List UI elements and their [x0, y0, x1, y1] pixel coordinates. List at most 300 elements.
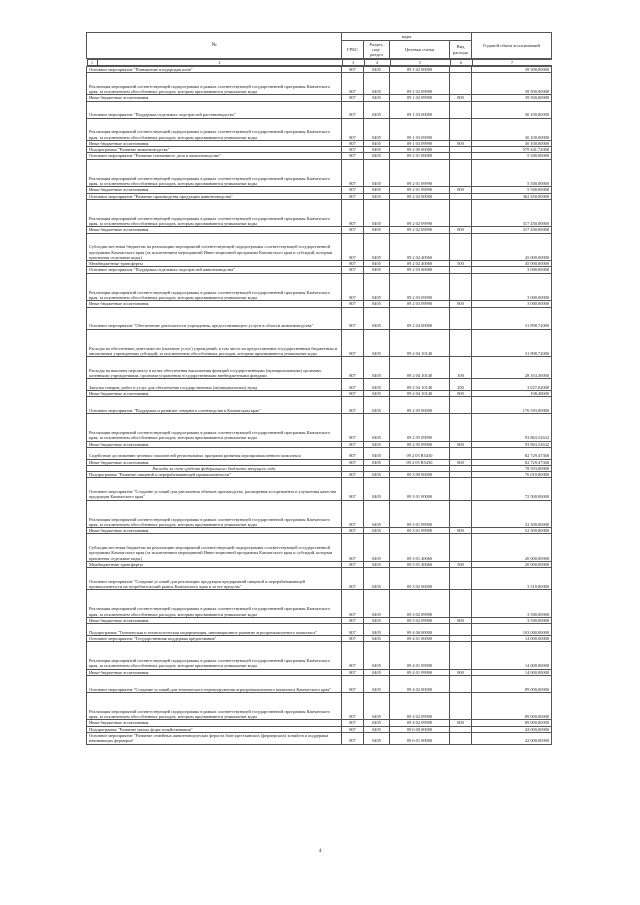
row-target-article: 09 2 05 R5430 — [390, 459, 450, 465]
row-grbs: 807 — [342, 267, 364, 273]
row-razdel: 0405 — [364, 118, 390, 140]
row-razdel: 0405 — [364, 500, 390, 528]
row-razdel: 0405 — [364, 227, 390, 233]
row-amount: 5 500,00000 — [472, 153, 552, 159]
row-expense-type — [450, 397, 472, 414]
row-target-article: 09 2 05 00000 — [390, 397, 450, 414]
row-expense-type: 800 — [450, 528, 472, 534]
row-target-article: 09 3 01 40060 — [390, 534, 450, 562]
header-vr: Вид расхода — [450, 41, 472, 59]
row-razdel: 0405 — [364, 187, 390, 193]
row-name: Реализация мероприятий соответствующей подпрограммы в рамках соответствующей государственной программы Камчатского края, за исключением обособленных расходов, которым присваиваются уникальные коды — [87, 73, 342, 95]
row-target-article: 09 3 01 40060 — [390, 561, 450, 567]
row-target-article: 09 4 01 09990 — [390, 669, 450, 675]
row-grbs: 807 — [342, 73, 364, 95]
table-row — [87, 101, 552, 118]
row-razdel: 0405 — [364, 147, 390, 153]
row-target-article: 09 1 03 00000 — [390, 101, 450, 118]
row-amount: 28 163,30000 — [472, 357, 552, 379]
row-name: Основное мероприятие "Создание условий для технического перевооружения агропромышленного комплекса Камчатского края" — [87, 675, 342, 692]
row-name: Основное мероприятие "Создание условий для реализации продукции предприятий пищевой и перерабатывающей промышленности на потребительский рынок Камчатского края и за его пределы" — [87, 568, 342, 590]
row-razdel: 0405 — [364, 675, 390, 692]
row-razdel: 0405 — [364, 459, 390, 465]
header-razdel: Раздел, под-раздел — [364, 41, 390, 59]
row-grbs: 807 — [342, 199, 364, 227]
row-amount: 14 000,00000 — [472, 669, 552, 675]
budget-table — [86, 32, 552, 745]
row-name: Иные бюджетные ассигнования — [87, 95, 342, 101]
table-row — [87, 357, 552, 379]
table-body — [87, 67, 552, 745]
row-name: Иные бюджетные ассигнования — [87, 227, 342, 233]
row-razdel: 0405 — [364, 720, 390, 726]
row-grbs: 807 — [342, 528, 364, 534]
row-amount: 52 500,00000 — [472, 500, 552, 528]
table-row — [87, 118, 552, 140]
row-name: Иные бюджетные ассигнования — [87, 140, 342, 146]
row-expense-type — [450, 692, 472, 720]
row-grbs: 807 — [342, 472, 364, 478]
row-target-article: 09 3 02 00000 — [390, 568, 450, 590]
row-grbs: 807 — [342, 307, 364, 329]
table-row — [87, 590, 552, 618]
row-grbs: 807 — [342, 478, 364, 500]
row-target-article: 09 1 03 09990 — [390, 118, 450, 140]
row-name: Основное мероприятие "Государственная поддержка кредитования" — [87, 635, 342, 641]
row-amount: 317 450,00000 — [472, 199, 552, 227]
row-target-article: 09 4 01 00000 — [390, 635, 450, 641]
table-row — [87, 732, 552, 744]
row-name: Подпрограмма "Развитие животноводства" — [87, 147, 342, 153]
row-amount: 42 000,00000 — [472, 732, 552, 744]
row-target-article: 09 3 01 09990 — [390, 528, 450, 534]
table-row — [87, 273, 552, 301]
table-row — [87, 307, 552, 329]
row-name: Иные бюджетные ассигнования — [87, 459, 342, 465]
table-row — [87, 692, 552, 720]
row-amount: 317 450,00000 — [472, 227, 552, 233]
row-target-article: 09 2 02 40060 — [390, 261, 450, 267]
row-target-article: 09 2 02 00000 — [390, 193, 450, 199]
row-target-article: 09 1 02 09990 — [390, 73, 450, 95]
row-grbs: 807 — [342, 726, 364, 732]
row-grbs: 807 — [342, 329, 364, 357]
row-grbs: 807 — [342, 153, 364, 159]
row-razdel: 0405 — [364, 568, 390, 590]
row-grbs: 807 — [342, 101, 364, 118]
row-razdel: 0405 — [364, 561, 390, 567]
row-grbs: 807 — [342, 159, 364, 187]
row-target-article: 09 3 01 00000 — [390, 478, 450, 500]
row-grbs: 807 — [342, 187, 364, 193]
row-target-article: 09 2 04 10140 — [390, 357, 450, 379]
row-amount: 89 000,00000 — [472, 692, 552, 720]
row-razdel: 0405 — [364, 726, 390, 732]
row-target-article: 09 2 03 09990 — [390, 273, 450, 301]
row-name: Подпрограмма "Развитие малых форм хозяйствования" — [87, 726, 342, 732]
row-target-article: 09 2 03 09990 — [390, 301, 450, 307]
row-amount: 362 450,00000 — [472, 193, 552, 199]
row-name: Расходы на обеспечение деятельности (оказание услуг) учреждений, в том числе на предоставление государственным бюджетным и автономным учреждениям субсидий, за исключением обособленных расходов, которым присваиваются уникальные коды — [87, 329, 342, 357]
row-amount: 45 000,00000 — [472, 233, 552, 261]
row-amount: 52 500,00000 — [472, 528, 552, 534]
column-number: 3 — [342, 60, 364, 66]
row-target-article: 09 4 02 09990 — [390, 720, 450, 726]
table-row — [87, 329, 552, 357]
row-expense-type — [450, 101, 472, 118]
row-expense-type — [450, 159, 472, 187]
row-name: Иные бюджетные ассигнования — [87, 528, 342, 534]
row-grbs: 807 — [342, 635, 364, 641]
row-target-article: 09 3 02 09990 — [390, 590, 450, 618]
row-expense-type — [450, 447, 472, 459]
table-row — [87, 159, 552, 187]
table-row — [87, 397, 552, 414]
row-razdel: 0405 — [364, 669, 390, 675]
row-razdel: 0405 — [364, 635, 390, 641]
column-number: 6 — [450, 60, 472, 66]
row-grbs: 807 — [342, 140, 364, 146]
row-name: Реализация мероприятий соответствующей подпрограммы в рамках соответствующей государственной программы Камчатского края, за исключением обособленных расходов, которым присваиваются уникальные коды — [87, 199, 342, 227]
row-amount: 5 500,00000 — [472, 159, 552, 187]
row-expense-type — [450, 568, 472, 590]
header-grbs: ГРБС — [342, 41, 364, 59]
row-grbs: 807 — [342, 379, 364, 391]
row-razdel: 0405 — [364, 692, 390, 720]
row-name: Реализация мероприятий соответствующей подпрограммы в рамках соответствующей государственной программы Камчатского края, за исключением обособленных расходов, которым присваиваются уникальные коды — [87, 159, 342, 187]
row-name: Основное мероприятие "Поддержка отдельных подотраслей животноводства" — [87, 267, 342, 273]
row-name: Иные бюджетные ассигнования — [87, 720, 342, 726]
row-razdel: 0405 — [364, 233, 390, 261]
row-expense-type — [450, 73, 472, 95]
table-row — [87, 199, 552, 227]
row-amount: 93 863,52632 — [472, 441, 552, 447]
row-expense-type — [450, 590, 472, 618]
row-grbs: 807 — [342, 147, 364, 153]
row-target-article: 09 1 03 09990 — [390, 140, 450, 146]
row-razdel: 0405 — [364, 273, 390, 301]
row-razdel: 0405 — [364, 528, 390, 534]
row-razdel: 0405 — [364, 590, 390, 618]
row-target-article: 09 2 01 00000 — [390, 153, 450, 159]
row-target-article: 09 4 02 00000 — [390, 675, 450, 692]
row-amount: 76 010,00000 — [472, 472, 552, 478]
row-grbs: 807 — [342, 95, 364, 101]
row-razdel: 0405 — [364, 414, 390, 442]
row-amount: 30 100,00000 — [472, 101, 552, 118]
row-name: Основное мероприятие "Развитие производства продукции животноводства" — [87, 193, 342, 199]
row-name: Реализация мероприятий соответствующей подпрограммы в рамках соответствующей государственной программы Камчатского края, за исключением обособленных расходов, которым присваиваются уникальные коды — [87, 273, 342, 301]
row-amount: 3 627,02000 — [472, 379, 552, 391]
row-expense-type: 800 — [450, 669, 472, 675]
row-grbs: 807 — [342, 118, 364, 140]
row-razdel: 0405 — [364, 199, 390, 227]
row-grbs: 807 — [342, 447, 364, 459]
row-expense-type: 800 — [450, 227, 472, 233]
row-amount: 93 863,52632 — [472, 414, 552, 442]
row-amount: 20 000,00000 — [472, 534, 552, 562]
row-grbs: 807 — [342, 227, 364, 233]
row-expense-type: 800 — [450, 301, 472, 307]
row-target-article: 09 1 02 09990 — [390, 95, 450, 101]
row-amount: 82 729,47368 — [472, 459, 552, 465]
row-expense-type — [450, 307, 472, 329]
row-target-article: 09 2 02 09990 — [390, 227, 450, 233]
row-name: Реализация мероприятий соответствующей подпрограммы в рамках соответствующей государственной программы Камчатского края, за исключением обособленных расходов, которым присваиваются уникальные коды — [87, 118, 342, 140]
row-grbs: 807 — [342, 193, 364, 199]
row-name: Содействие достижению целевых показателей региональных программ развития агропромышленного комплекса — [87, 447, 342, 459]
row-name: Реализация мероприятий соответствующей подпрограммы в рамках соответствующей государственной программы Камчатского края, за исключением обособленных расходов, которым присваиваются уникальные коды — [87, 642, 342, 670]
row-expense-type: 200 — [450, 379, 472, 391]
row-grbs: 807 — [342, 441, 364, 447]
row-amount: 3 510,00000 — [472, 568, 552, 590]
row-grbs: 807 — [342, 261, 364, 267]
column-numbers-row — [87, 59, 552, 67]
row-expense-type — [450, 500, 472, 528]
column-number: 1 — [87, 60, 97, 66]
header-amount: Годовой объем ассигнований — [472, 33, 552, 59]
row-grbs: 807 — [342, 301, 364, 307]
row-grbs: 807 — [342, 534, 364, 562]
row-name: Расходы за счет средств федерального бюджета текущего года — [87, 465, 342, 471]
row-razdel: 0405 — [364, 441, 390, 447]
row-amount: 3 500,00000 — [472, 617, 552, 623]
row-amount: 30 100,00000 — [472, 140, 552, 146]
row-expense-type — [450, 329, 472, 357]
row-target-article: 09 2 04 00000 — [390, 307, 450, 329]
row-target-article: 09 2 04 10140 — [390, 329, 450, 357]
row-target-article: 09 6 01 00000 — [390, 732, 450, 744]
row-grbs: 807 — [342, 391, 364, 397]
row-grbs: 807 — [342, 568, 364, 590]
row-expense-type — [450, 273, 472, 301]
table-row — [87, 500, 552, 528]
row-name: Иные бюджетные ассигнования — [87, 617, 342, 623]
row-expense-type: 800 — [450, 720, 472, 726]
budget-table-page — [86, 32, 551, 745]
row-expense-type — [450, 534, 472, 562]
row-grbs: 807 — [342, 692, 364, 720]
row-target-article: 09 2 04 10140 — [390, 391, 450, 397]
row-expense-type: 800 — [450, 140, 472, 146]
header-csr: Целевая статья — [390, 41, 450, 59]
row-grbs: 807 — [342, 273, 364, 301]
row-razdel: 0405 — [364, 391, 390, 397]
row-target-article: 09 2 05 R5430 — [390, 447, 450, 459]
row-name: Основное мероприятие "Поддержка отдельных подотраслей растениеводства" — [87, 101, 342, 118]
row-amount: 72 500,00000 — [472, 478, 552, 500]
row-razdel: 0405 — [364, 73, 390, 95]
row-amount: 103 000,00000 — [472, 624, 552, 636]
row-amount: 78 593,00000 — [472, 465, 552, 471]
table-row — [87, 568, 552, 590]
row-razdel: 0405 — [364, 379, 390, 391]
row-expense-type: 800 — [450, 391, 472, 397]
row-grbs: 807 — [342, 720, 364, 726]
row-razdel: 0405 — [364, 193, 390, 199]
row-grbs: 807 — [342, 732, 364, 744]
table-row — [87, 233, 552, 261]
row-name: Основное мероприятие "Поддержка и развитие северного оленеводства в Камчатском крае" — [87, 397, 342, 414]
row-grbs: 807 — [342, 624, 364, 636]
row-amount: 3 000,00000 — [472, 267, 552, 273]
row-razdel: 0405 — [364, 329, 390, 357]
row-amount: 39 500,00000 — [472, 67, 552, 73]
row-razdel: 0405 — [364, 301, 390, 307]
row-expense-type — [450, 414, 472, 442]
row-razdel: 0405 — [364, 447, 390, 459]
row-name: Подпрограмма "Развитие пищевой и перерабатывающей промышленности" — [87, 472, 342, 478]
row-razdel: 0405 — [364, 307, 390, 329]
row-razdel: 0405 — [364, 617, 390, 623]
row-grbs: 807 — [342, 617, 364, 623]
row-name: Иные бюджетные ассигнования — [87, 391, 342, 397]
row-grbs: 807 — [342, 675, 364, 692]
row-name: Межбюджетные трансферты — [87, 561, 342, 567]
row-expense-type: 800 — [450, 187, 472, 193]
row-amount: 3 000,00000 — [472, 273, 552, 301]
row-razdel: 0405 — [364, 732, 390, 744]
row-name: Реализация мероприятий соответствующей подпрограммы в рамках соответствующей государственной программы Камчатского края, за исключением обособленных расходов, которым присваиваются уникальные коды — [87, 414, 342, 442]
row-name: Основное мероприятие "Обеспечение деятельности учреждения, предоставляющего услуги в области животноводства" — [87, 307, 342, 329]
row-grbs: 807 — [342, 642, 364, 670]
row-target-article: 09 2 01 09990 — [390, 159, 450, 187]
row-razdel: 0405 — [364, 101, 390, 118]
row-razdel: 0405 — [364, 140, 390, 146]
row-expense-type — [450, 732, 472, 744]
row-target-article: 09 2 02 40060 — [390, 233, 450, 261]
row-amount: 20 000,00000 — [472, 561, 552, 567]
table-row — [87, 447, 552, 459]
row-razdel: 0405 — [364, 357, 390, 379]
row-expense-type: 100 — [450, 357, 472, 379]
row-razdel: 0405 — [364, 67, 390, 73]
table-row — [87, 478, 552, 500]
row-name: Реализация мероприятий соответствующей подпрограммы в рамках соответствующей государственной программы Камчатского края, за исключением обособленных расходов, которым присваиваются уникальные коды — [87, 692, 342, 720]
row-razdel: 0405 — [364, 472, 390, 478]
row-razdel: 0405 — [364, 534, 390, 562]
row-amount: 89 000,00000 — [472, 720, 552, 726]
row-amount: 30 100,00000 — [472, 118, 552, 140]
row-expense-type — [450, 624, 472, 636]
row-name: Реализация мероприятий соответствующей подпрограммы в рамках соответствующей государственной программы Камчатского края, за исключением обособленных расходов, которым присваиваются уникальные коды — [87, 500, 342, 528]
row-grbs: 807 — [342, 357, 364, 379]
row-amount: 31 898,72000 — [472, 307, 552, 329]
table-row — [87, 642, 552, 670]
row-amount: 108,40000 — [472, 391, 552, 397]
row-amount: 3 500,00000 — [472, 590, 552, 618]
row-amount: 3 000,00000 — [472, 301, 552, 307]
row-amount: 45 000,00000 — [472, 261, 552, 267]
column-number: 7 — [472, 60, 552, 66]
row-name: Основное мероприятие "Создание условий для увеличения объемов производства, расширения ассортимента и улучшения качества продукции Камчатского края" — [87, 478, 342, 500]
row-name: Иные бюджетные ассигнования — [87, 187, 342, 193]
row-expense-type: 800 — [450, 95, 472, 101]
row-name: Расходы на выплаты персоналу в целях обеспечения выполнения функций государственными (муниципальными) органами, казенными учреждениями, органами управления государственными внебюджетными фондами — [87, 357, 342, 379]
row-expense-type — [450, 118, 472, 140]
row-target-article: 09 2 00 00000 — [390, 147, 450, 153]
row-name: Субсидии местным бюджетам на реализацию мероприятий соответствующей подпрограммы соответствующей государственной программы Камчатского края (за исключением мероприятий Инвестиционной программы Камчатского края и субсидий, которым присвоены отдельные коды) — [87, 233, 342, 261]
table-row — [87, 414, 552, 442]
row-target-article: 09 3 01 09990 — [390, 500, 450, 528]
row-grbs: 807 — [342, 561, 364, 567]
row-grbs: 807 — [342, 669, 364, 675]
row-expense-type — [450, 199, 472, 227]
header-codes: коды — [342, 33, 472, 41]
row-name: Иные бюджетные ассигнования — [87, 441, 342, 447]
row-expense-type — [450, 233, 472, 261]
row-expense-type: 800 — [450, 441, 472, 447]
row-expense-type: 800 — [450, 617, 472, 623]
row-amount: 579 441,72000 — [472, 147, 552, 153]
page-number: 4 — [318, 848, 322, 854]
row-target-article: 09 4 02 09990 — [390, 692, 450, 720]
row-name: Подпрограмма "Техническая и технологическая модернизация, инновационное развитие агропромышленного комплекса" — [87, 624, 342, 636]
row-target-article: 09 4 01 09990 — [390, 642, 450, 670]
row-grbs: 807 — [342, 459, 364, 465]
row-amount: 42 000,00000 — [472, 726, 552, 732]
row-expense-type: 500 — [450, 561, 472, 567]
row-target-article: 09 2 01 09990 — [390, 187, 450, 193]
row-grbs: 807 — [342, 67, 364, 73]
row-name: Иные бюджетные ассигнования — [87, 301, 342, 307]
row-razdel: 0405 — [364, 95, 390, 101]
row-target-article: 09 4 00 00000 — [390, 624, 450, 636]
row-expense-type — [450, 675, 472, 692]
row-target-article: 09 1 02 00000 — [390, 67, 450, 73]
row-razdel: 0405 — [364, 624, 390, 636]
row-name: Реализация мероприятий соответствующей подпрограммы в рамках соответствующей государственной программы Камчатского края, за исключением обособленных расходов, которым присваиваются уникальные коды — [87, 590, 342, 618]
row-name: Закупка товаров, работ и услуг для обеспечения государственных (муниципальных) нужд — [87, 379, 342, 391]
row-name: Межбюджетные трансферты — [87, 261, 342, 267]
row-expense-type: 500 — [450, 261, 472, 267]
table-row — [87, 379, 552, 391]
row-target-article: 09 2 05 09990 — [390, 414, 450, 442]
row-grbs: 807 — [342, 414, 364, 442]
row-razdel: 0405 — [364, 642, 390, 670]
row-name: Основное мероприятие "Повышение плодородия почв" — [87, 67, 342, 73]
row-amount: 14 000,00000 — [472, 642, 552, 670]
row-razdel: 0405 — [364, 397, 390, 414]
row-expense-type — [450, 642, 472, 670]
row-razdel: 0405 — [364, 478, 390, 500]
row-target-article: 09 6 00 00000 — [390, 726, 450, 732]
row-grbs: 807 — [342, 590, 364, 618]
row-expense-type — [450, 478, 472, 500]
row-amount: 39 500,00000 — [472, 95, 552, 101]
row-amount: 89 000,00000 — [472, 675, 552, 692]
column-number: 5 — [390, 60, 450, 66]
row-amount: 176 593,00000 — [472, 397, 552, 414]
column-number: 2 — [97, 60, 342, 66]
header-number: № — [87, 33, 342, 59]
row-name: Основное мероприятие "Развитие племенного дела в животноводстве" — [87, 153, 342, 159]
table-row — [87, 534, 552, 562]
row-target-article: 09 2 05 09990 — [390, 441, 450, 447]
row-amount: 82 729,47368 — [472, 447, 552, 459]
row-expense-type: 800 — [450, 459, 472, 465]
row-amount: 31 898,72000 — [472, 329, 552, 357]
row-target-article: 09 2 03 00000 — [390, 267, 450, 273]
row-razdel: 0405 — [364, 159, 390, 187]
table-row — [87, 624, 552, 636]
row-target-article: 09 3 00 00000 — [390, 472, 450, 478]
row-grbs: 807 — [342, 500, 364, 528]
row-razdel: 0405 — [364, 261, 390, 267]
row-razdel: 0405 — [364, 267, 390, 273]
row-name: Основное мероприятие "Развитие семейных животноводческих ферм на базе крестьянских (фермерских) хозяйств и поддержка начинающих фермеров" — [87, 732, 342, 744]
row-amount: 5 500,00000 — [472, 187, 552, 193]
